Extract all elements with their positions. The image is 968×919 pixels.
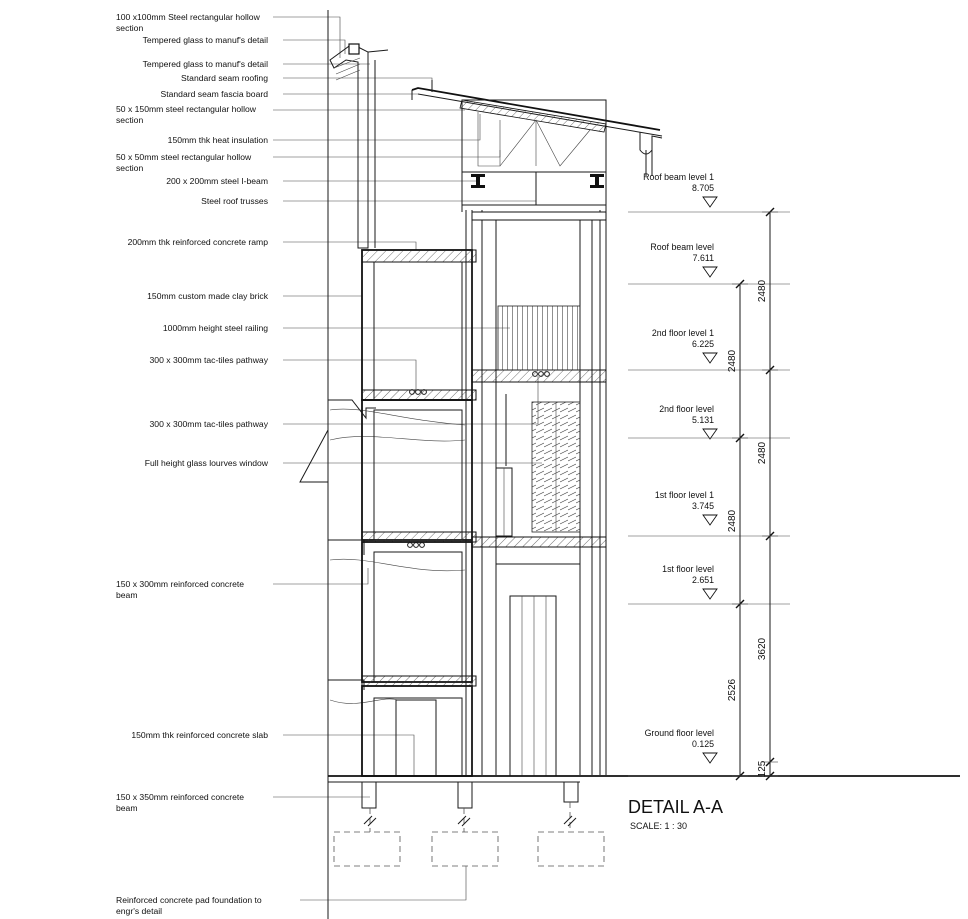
level-value: 7.611: [692, 253, 714, 263]
level-marker: [628, 404, 790, 439]
leader-line: [283, 242, 416, 250]
leader-line: [283, 172, 536, 201]
annotation-text: Steel roof trusses: [201, 196, 268, 206]
drawing-scale: SCALE: 1 : 30: [630, 821, 688, 831]
dimension-label: 2480: [727, 509, 738, 533]
level-name: 2nd floor level: [659, 404, 714, 414]
dimension-label: 2480: [727, 349, 738, 373]
leader-line: [283, 40, 345, 54]
level-value: 6.225: [691, 339, 714, 349]
level-markers: [628, 172, 790, 776]
dimension-chains: [727, 208, 778, 780]
annotation-text: 50 x 50mm steel rectangular hollow: [116, 152, 252, 162]
dimension-label: 2526: [727, 678, 738, 702]
level-marker: [628, 242, 790, 284]
annotation-14: [150, 355, 416, 390]
leader-line: [283, 735, 414, 776]
annotation-text: beam: [116, 803, 138, 813]
annotation-text: 100 x100mm Steel rectangular hollow: [116, 12, 260, 22]
annotation-text: Standard seam fascia board: [160, 89, 268, 99]
leader-line: [300, 866, 466, 900]
leader-line: [273, 150, 500, 157]
annotation-20: [116, 866, 466, 916]
annotation-text: 300 x 300mm tac-tiles pathway: [149, 355, 268, 365]
level-triangle: [703, 267, 717, 277]
level-value: 5.131: [691, 415, 714, 425]
annotation-13: [163, 323, 510, 333]
level-marker: [628, 490, 790, 536]
annotation-5: [161, 89, 419, 99]
level-marker: [628, 564, 790, 604]
building-section: [300, 10, 960, 919]
annotation-text: section: [116, 163, 144, 173]
level-value: 8.705: [691, 183, 714, 193]
annotation-text: 150mm thk heat insulation: [167, 135, 268, 145]
leader-line: [273, 568, 368, 584]
level-name: Roof beam level 1: [643, 172, 714, 182]
level-name: 2nd floor level 1: [651, 328, 714, 338]
level-triangle: [703, 753, 717, 763]
annotation-text: Standard seam roofing: [181, 73, 268, 83]
level-value: 3.745: [691, 501, 714, 511]
annotation-7: [168, 114, 480, 145]
dimension-label: 2480: [757, 441, 768, 465]
annotation-text: beam: [116, 590, 138, 600]
level-name: 1st floor level: [662, 564, 714, 574]
dimension-label: 3620: [757, 637, 768, 661]
level-triangle: [703, 515, 717, 525]
level-triangle: [703, 353, 717, 363]
annotation-11: [128, 237, 416, 250]
roof-assembly: [412, 80, 662, 212]
annotation-text: 200mm thk reinforced concrete ramp: [127, 237, 268, 247]
annotation-text: Full height glass lourves window: [144, 458, 268, 468]
leader-line: [273, 17, 340, 58]
concrete-frames: [362, 250, 476, 776]
annotation-6: [116, 104, 465, 125]
annotation-text: Reinforced concrete pad foundation to: [116, 895, 262, 905]
annotation-15: [150, 376, 538, 429]
annotation-8: [116, 150, 500, 173]
annotation-text: 1000mm height steel railing: [162, 323, 268, 333]
annotation-2: [143, 35, 345, 54]
level-value: 2.651: [691, 575, 714, 585]
level-marker: [628, 172, 790, 212]
annotation-text: 200 x 200mm steel I-beam: [166, 176, 268, 186]
annotation-text: engr's detail: [116, 906, 163, 916]
annotation-text: 300 x 300mm tac-tiles pathway: [149, 419, 268, 429]
skylight-structure: [330, 44, 388, 248]
level-triangle: [703, 589, 717, 599]
annotation-text: Tempered glass to manuf's detail: [142, 59, 268, 69]
dimension-label: 2480: [757, 279, 768, 303]
level-name: Ground floor level: [644, 728, 714, 738]
annotation-18: [131, 730, 414, 776]
leader-line: [273, 114, 480, 140]
level-value: 0.125: [691, 739, 714, 749]
level-name: Roof beam level: [650, 242, 714, 252]
annotation-19: [116, 792, 370, 813]
annotation-text: 50 x 150mm steel rectangular hollow: [116, 104, 256, 114]
annotation-text: 150mm thk reinforced concrete slab: [131, 730, 268, 740]
annotation-12: [147, 291, 362, 301]
annotation-text: 150 x 300mm reinforced concrete: [116, 579, 245, 589]
leader-line: [283, 360, 416, 390]
annotation-text: section: [116, 115, 144, 125]
annotation-text: section: [116, 23, 144, 33]
annotation-9: [166, 176, 476, 186]
level-triangle: [703, 429, 717, 439]
level-name: 1st floor level 1: [654, 490, 714, 500]
annotation-17: [116, 568, 368, 600]
annotation-text: Tempered glass to manuf's detail: [142, 35, 268, 45]
annotation-text: 150 x 350mm reinforced concrete: [116, 792, 245, 802]
dimension-label: 125: [757, 760, 768, 778]
drawing-title: DETAIL A-A: [628, 797, 724, 817]
annotation-4: [181, 73, 432, 84]
i-beam-right: [590, 174, 604, 188]
level-triangle: [703, 197, 717, 207]
outer-dimension-chain: [757, 208, 778, 780]
central-columns: [466, 210, 606, 776]
inner-dimension-chain: [727, 280, 748, 780]
level-marker: [628, 328, 790, 373]
annotation-text: 150mm custom made clay brick: [147, 291, 268, 301]
